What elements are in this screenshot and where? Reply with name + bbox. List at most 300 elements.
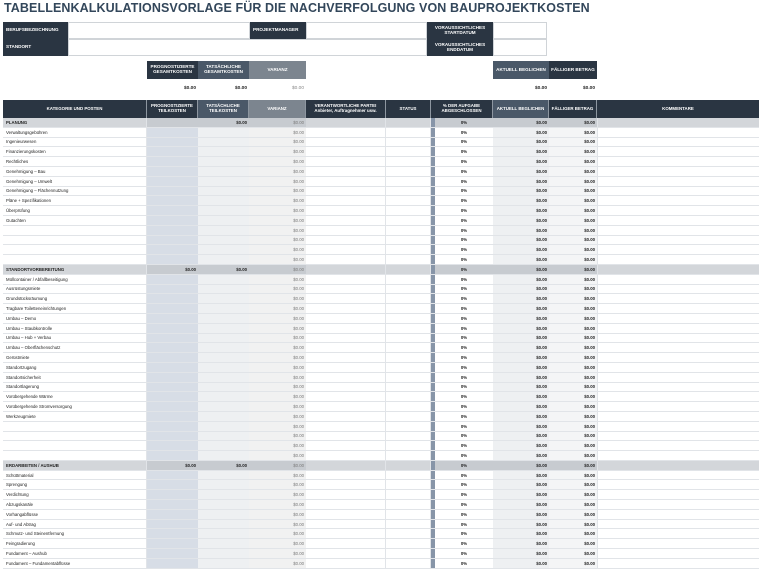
- row-responsible[interactable]: [306, 549, 386, 558]
- row-label[interactable]: ERDARBEITEN / AUSHUB: [3, 461, 147, 470]
- row-percent[interactable]: 0%: [460, 560, 468, 566]
- row-label[interactable]: Vorübergehende Stromversorgung: [3, 402, 147, 411]
- row-paid[interactable]: $0.00: [493, 138, 549, 147]
- row-label[interactable]: Genehmigung – Umwelt: [3, 177, 147, 186]
- row-forecast[interactable]: [147, 490, 198, 499]
- row-percent[interactable]: 0%: [460, 501, 468, 507]
- row-paid[interactable]: $0.00: [493, 559, 549, 568]
- row-responsible[interactable]: [306, 539, 386, 548]
- row-comment[interactable]: [597, 432, 759, 441]
- row-paid[interactable]: $0.00: [493, 177, 549, 186]
- row-percent[interactable]: 0%: [460, 492, 468, 498]
- row-comment[interactable]: [597, 559, 759, 568]
- row-percent[interactable]: 0%: [460, 433, 468, 439]
- row-paid[interactable]: $0.00: [493, 147, 549, 156]
- row-paid[interactable]: $0.00: [493, 275, 549, 284]
- row-comment[interactable]: [597, 167, 759, 176]
- row-comment[interactable]: [597, 275, 759, 284]
- row-paid[interactable]: $0.00: [493, 226, 549, 235]
- row-paid[interactable]: $0.00: [493, 529, 549, 538]
- row-status[interactable]: [386, 138, 431, 147]
- row-forecast[interactable]: [147, 441, 198, 450]
- row-label[interactable]: Verdichtung: [3, 490, 147, 499]
- row-label[interactable]: Tragbare Toiletteneinrichtungen: [3, 304, 147, 313]
- row-forecast[interactable]: [147, 324, 198, 333]
- row-status[interactable]: [386, 187, 431, 196]
- row-percent[interactable]: 0%: [460, 129, 468, 135]
- row-paid[interactable]: $0.00: [493, 167, 549, 176]
- row-paid[interactable]: $0.00: [493, 196, 549, 205]
- row-paid[interactable]: $0.00: [493, 118, 549, 127]
- row-percent[interactable]: 0%: [435, 265, 493, 274]
- row-paid[interactable]: $0.00: [493, 216, 549, 225]
- row-status[interactable]: [386, 559, 431, 568]
- row-actual[interactable]: [198, 363, 249, 372]
- row-responsible[interactable]: [306, 490, 386, 499]
- row-label[interactable]: Grundstücksräumung: [3, 294, 147, 303]
- row-percent[interactable]: 0%: [460, 188, 468, 194]
- row-actual[interactable]: [198, 529, 249, 538]
- row-label[interactable]: Umbau – Hub + Verbau: [3, 334, 147, 343]
- row-responsible[interactable]: [306, 373, 386, 382]
- row-comment[interactable]: [597, 510, 759, 519]
- row-responsible[interactable]: [306, 285, 386, 294]
- row-paid[interactable]: $0.00: [493, 128, 549, 137]
- row-label[interactable]: Auf- und Abtrag: [3, 520, 147, 529]
- row-actual[interactable]: [198, 196, 249, 205]
- row-status[interactable]: [386, 461, 431, 470]
- row-percent[interactable]: 0%: [460, 521, 468, 527]
- row-responsible[interactable]: [306, 304, 386, 313]
- row-forecast[interactable]: [147, 529, 198, 538]
- row-actual[interactable]: [198, 422, 249, 431]
- row-forecast[interactable]: [147, 510, 198, 519]
- row-responsible[interactable]: [306, 510, 386, 519]
- row-label[interactable]: [3, 432, 147, 441]
- row-actual[interactable]: [198, 304, 249, 313]
- row-status[interactable]: [386, 363, 431, 372]
- row-percent[interactable]: 0%: [460, 531, 468, 537]
- row-status[interactable]: [386, 343, 431, 352]
- row-forecast[interactable]: [147, 304, 198, 313]
- row-actual[interactable]: [198, 451, 249, 460]
- row-percent[interactable]: 0%: [460, 482, 468, 488]
- row-paid[interactable]: $0.00: [493, 510, 549, 519]
- row-forecast[interactable]: [147, 402, 198, 411]
- row-status[interactable]: [386, 216, 431, 225]
- row-status[interactable]: [386, 226, 431, 235]
- row-actual[interactable]: [198, 275, 249, 284]
- row-forecast[interactable]: [147, 559, 198, 568]
- row-status[interactable]: [386, 500, 431, 509]
- row-responsible[interactable]: [306, 343, 386, 352]
- row-percent[interactable]: 0%: [460, 443, 468, 449]
- row-forecast[interactable]: [147, 471, 198, 480]
- row-responsible[interactable]: [306, 441, 386, 450]
- row-status[interactable]: [386, 196, 431, 205]
- row-forecast[interactable]: [147, 138, 198, 147]
- row-actual[interactable]: [198, 167, 249, 176]
- row-status[interactable]: [386, 549, 431, 558]
- row-responsible[interactable]: [306, 412, 386, 421]
- row-forecast[interactable]: [147, 500, 198, 509]
- row-forecast[interactable]: [147, 236, 198, 245]
- row-paid[interactable]: $0.00: [493, 206, 549, 215]
- row-responsible[interactable]: [306, 255, 386, 264]
- row-comment[interactable]: [597, 157, 759, 166]
- row-status[interactable]: [386, 373, 431, 382]
- row-percent[interactable]: 0%: [460, 198, 468, 204]
- row-actual[interactable]: [198, 255, 249, 264]
- row-actual[interactable]: [198, 343, 249, 352]
- row-forecast[interactable]: [147, 226, 198, 235]
- row-paid[interactable]: $0.00: [493, 471, 549, 480]
- row-status[interactable]: [386, 294, 431, 303]
- row-forecast[interactable]: [147, 432, 198, 441]
- row-comment[interactable]: [597, 383, 759, 392]
- row-responsible[interactable]: [306, 118, 386, 127]
- row-actual[interactable]: [198, 539, 249, 548]
- row-paid[interactable]: $0.00: [493, 285, 549, 294]
- row-percent[interactable]: 0%: [435, 118, 493, 127]
- row-paid[interactable]: $0.00: [493, 383, 549, 392]
- row-label[interactable]: [3, 422, 147, 431]
- row-status[interactable]: [386, 206, 431, 215]
- row-paid[interactable]: $0.00: [493, 500, 549, 509]
- row-actual[interactable]: [198, 383, 249, 392]
- row-comment[interactable]: [597, 265, 759, 274]
- row-percent[interactable]: 0%: [460, 374, 468, 380]
- row-forecast[interactable]: [147, 206, 198, 215]
- row-label[interactable]: [3, 236, 147, 245]
- row-percent[interactable]: 0%: [460, 413, 468, 419]
- row-comment[interactable]: [597, 529, 759, 538]
- row-forecast[interactable]: [147, 196, 198, 205]
- row-actual[interactable]: $0.00: [198, 461, 249, 470]
- row-forecast[interactable]: [147, 294, 198, 303]
- row-label[interactable]: PLANUNG: [3, 118, 147, 127]
- start-date-field[interactable]: [493, 22, 547, 39]
- row-forecast[interactable]: [147, 334, 198, 343]
- row-actual[interactable]: [198, 412, 249, 421]
- row-responsible[interactable]: [306, 383, 386, 392]
- row-status[interactable]: [386, 236, 431, 245]
- row-comment[interactable]: [597, 255, 759, 264]
- row-percent[interactable]: 0%: [460, 276, 468, 282]
- row-comment[interactable]: [597, 451, 759, 460]
- row-status[interactable]: [386, 128, 431, 137]
- manager-field[interactable]: [306, 22, 427, 39]
- row-responsible[interactable]: [306, 314, 386, 323]
- row-label[interactable]: Finanzierungskosten: [3, 147, 147, 156]
- row-comment[interactable]: [597, 177, 759, 186]
- row-status[interactable]: [386, 529, 431, 538]
- row-responsible[interactable]: [306, 128, 386, 137]
- row-percent[interactable]: 0%: [460, 139, 468, 145]
- row-status[interactable]: [386, 324, 431, 333]
- row-forecast[interactable]: [147, 128, 198, 137]
- row-responsible[interactable]: [306, 196, 386, 205]
- row-status[interactable]: [386, 520, 431, 529]
- row-responsible[interactable]: [306, 265, 386, 274]
- row-actual[interactable]: [198, 324, 249, 333]
- row-label[interactable]: Vorhangabflüsse: [3, 510, 147, 519]
- row-actual[interactable]: [198, 157, 249, 166]
- row-actual[interactable]: [198, 236, 249, 245]
- row-actual[interactable]: [198, 559, 249, 568]
- row-status[interactable]: [386, 255, 431, 264]
- row-responsible[interactable]: [306, 206, 386, 215]
- row-forecast[interactable]: [147, 187, 198, 196]
- row-actual[interactable]: [198, 471, 249, 480]
- row-status[interactable]: [386, 118, 431, 127]
- row-actual[interactable]: [198, 500, 249, 509]
- row-comment[interactable]: [597, 353, 759, 362]
- row-responsible[interactable]: [306, 529, 386, 538]
- row-percent[interactable]: 0%: [460, 315, 468, 321]
- row-label[interactable]: Müllcontainer / Abfallbeseitigung: [3, 275, 147, 284]
- row-label[interactable]: STANDORTVORBEREITUNG: [3, 265, 147, 274]
- row-percent[interactable]: 0%: [460, 452, 468, 458]
- row-status[interactable]: [386, 490, 431, 499]
- row-label[interactable]: Umbau – Staubkontrolle: [3, 324, 147, 333]
- row-comment[interactable]: [597, 294, 759, 303]
- row-percent[interactable]: 0%: [460, 296, 468, 302]
- row-responsible[interactable]: [306, 157, 386, 166]
- row-actual[interactable]: [198, 138, 249, 147]
- row-percent[interactable]: 0%: [435, 461, 493, 470]
- row-paid[interactable]: $0.00: [493, 392, 549, 401]
- row-forecast[interactable]: [147, 314, 198, 323]
- row-label[interactable]: Fundament – Fundamentabflüsse: [3, 559, 147, 568]
- row-paid[interactable]: $0.00: [493, 461, 549, 470]
- row-percent[interactable]: 0%: [460, 159, 468, 165]
- row-label[interactable]: Vorübergehende Wärme: [3, 392, 147, 401]
- row-comment[interactable]: [597, 490, 759, 499]
- row-comment[interactable]: [597, 422, 759, 431]
- row-forecast[interactable]: [147, 157, 198, 166]
- row-label[interactable]: Ausrüstungsmiete: [3, 285, 147, 294]
- row-forecast[interactable]: [147, 549, 198, 558]
- row-responsible[interactable]: [306, 471, 386, 480]
- row-comment[interactable]: [597, 334, 759, 343]
- row-status[interactable]: [386, 245, 431, 254]
- row-status[interactable]: [386, 422, 431, 431]
- row-comment[interactable]: [597, 196, 759, 205]
- row-responsible[interactable]: [306, 363, 386, 372]
- row-forecast[interactable]: [147, 363, 198, 372]
- row-status[interactable]: [386, 265, 431, 274]
- row-label[interactable]: Standortlagerung: [3, 383, 147, 392]
- row-paid[interactable]: $0.00: [493, 480, 549, 489]
- row-forecast[interactable]: [147, 343, 198, 352]
- row-label[interactable]: Ingenieurwesen: [3, 138, 147, 147]
- row-forecast[interactable]: [147, 392, 198, 401]
- row-paid[interactable]: $0.00: [493, 236, 549, 245]
- end-date-field[interactable]: [493, 39, 547, 56]
- row-label[interactable]: [3, 441, 147, 450]
- row-status[interactable]: [386, 285, 431, 294]
- row-actual[interactable]: $0.00: [198, 118, 249, 127]
- row-paid[interactable]: $0.00: [493, 363, 549, 372]
- row-label[interactable]: Werkzeugmiete: [3, 412, 147, 421]
- row-label[interactable]: [3, 226, 147, 235]
- row-status[interactable]: [386, 334, 431, 343]
- row-percent[interactable]: 0%: [460, 217, 468, 223]
- row-actual[interactable]: [198, 285, 249, 294]
- row-responsible[interactable]: [306, 216, 386, 225]
- row-label[interactable]: [3, 255, 147, 264]
- row-percent[interactable]: 0%: [460, 178, 468, 184]
- row-paid[interactable]: $0.00: [493, 245, 549, 254]
- row-status[interactable]: [386, 441, 431, 450]
- row-percent[interactable]: 0%: [460, 257, 468, 263]
- row-percent[interactable]: 0%: [460, 364, 468, 370]
- row-status[interactable]: [386, 539, 431, 548]
- row-actual[interactable]: [198, 353, 249, 362]
- row-percent[interactable]: 0%: [460, 227, 468, 233]
- row-paid[interactable]: $0.00: [493, 549, 549, 558]
- row-responsible[interactable]: [306, 461, 386, 470]
- row-percent[interactable]: 0%: [460, 394, 468, 400]
- row-label[interactable]: Standortzugang: [3, 363, 147, 372]
- row-responsible[interactable]: [306, 245, 386, 254]
- row-forecast[interactable]: [147, 383, 198, 392]
- row-paid[interactable]: $0.00: [493, 539, 549, 548]
- row-forecast[interactable]: [147, 255, 198, 264]
- row-paid[interactable]: $0.00: [493, 157, 549, 166]
- row-actual[interactable]: [198, 510, 249, 519]
- row-forecast[interactable]: [147, 245, 198, 254]
- row-actual[interactable]: [198, 480, 249, 489]
- row-actual[interactable]: [198, 392, 249, 401]
- row-label[interactable]: Pläne + Spezifikationen: [3, 196, 147, 205]
- row-status[interactable]: [386, 383, 431, 392]
- row-comment[interactable]: [597, 480, 759, 489]
- row-status[interactable]: [386, 432, 431, 441]
- row-actual[interactable]: [198, 147, 249, 156]
- row-paid[interactable]: $0.00: [493, 343, 549, 352]
- row-status[interactable]: [386, 392, 431, 401]
- row-forecast[interactable]: [147, 216, 198, 225]
- row-percent[interactable]: 0%: [460, 149, 468, 155]
- row-actual[interactable]: [198, 432, 249, 441]
- row-status[interactable]: [386, 147, 431, 156]
- row-responsible[interactable]: [306, 520, 386, 529]
- row-responsible[interactable]: [306, 294, 386, 303]
- row-responsible[interactable]: [306, 147, 386, 156]
- row-percent[interactable]: 0%: [460, 423, 468, 429]
- row-actual[interactable]: [198, 441, 249, 450]
- row-paid[interactable]: $0.00: [493, 441, 549, 450]
- row-comment[interactable]: [597, 206, 759, 215]
- row-comment[interactable]: [597, 147, 759, 156]
- row-label[interactable]: Verwaltungsgebühren: [3, 128, 147, 137]
- row-comment[interactable]: [597, 500, 759, 509]
- row-label[interactable]: Umbau – Demo: [3, 314, 147, 323]
- row-label[interactable]: Standortsicherheit: [3, 373, 147, 382]
- row-actual[interactable]: [198, 294, 249, 303]
- row-actual[interactable]: [198, 216, 249, 225]
- row-responsible[interactable]: [306, 451, 386, 460]
- row-paid[interactable]: $0.00: [493, 187, 549, 196]
- row-label[interactable]: Fundament – Aushub: [3, 549, 147, 558]
- row-percent[interactable]: 0%: [460, 404, 468, 409]
- row-paid[interactable]: $0.00: [493, 353, 549, 362]
- row-comment[interactable]: [597, 343, 759, 352]
- row-comment[interactable]: [597, 412, 759, 421]
- row-forecast[interactable]: $0.00: [147, 461, 198, 470]
- row-label[interactable]: Überprüfung: [3, 206, 147, 215]
- row-responsible[interactable]: [306, 402, 386, 411]
- row-status[interactable]: [386, 167, 431, 176]
- row-paid[interactable]: $0.00: [493, 520, 549, 529]
- row-forecast[interactable]: [147, 167, 198, 176]
- row-comment[interactable]: [597, 285, 759, 294]
- row-status[interactable]: [386, 402, 431, 411]
- row-percent[interactable]: 0%: [460, 384, 468, 390]
- row-comment[interactable]: [597, 539, 759, 548]
- row-percent[interactable]: 0%: [460, 355, 468, 361]
- row-forecast[interactable]: [147, 147, 198, 156]
- row-responsible[interactable]: [306, 275, 386, 284]
- row-status[interactable]: [386, 480, 431, 489]
- row-actual[interactable]: [198, 402, 249, 411]
- row-paid[interactable]: $0.00: [493, 432, 549, 441]
- job-title-field[interactable]: [68, 22, 250, 39]
- row-percent[interactable]: 0%: [460, 325, 468, 331]
- row-actual[interactable]: [198, 490, 249, 499]
- row-label[interactable]: Abzugskanäle: [3, 500, 147, 509]
- row-comment[interactable]: [597, 471, 759, 480]
- row-comment[interactable]: [597, 520, 759, 529]
- row-forecast[interactable]: [147, 539, 198, 548]
- row-comment[interactable]: [597, 118, 759, 127]
- row-paid[interactable]: $0.00: [493, 373, 549, 382]
- row-paid[interactable]: $0.00: [493, 334, 549, 343]
- row-status[interactable]: [386, 353, 431, 362]
- row-responsible[interactable]: [306, 187, 386, 196]
- row-status[interactable]: [386, 451, 431, 460]
- row-status[interactable]: [386, 177, 431, 186]
- row-actual[interactable]: [198, 373, 249, 382]
- row-forecast[interactable]: [147, 451, 198, 460]
- row-responsible[interactable]: [306, 334, 386, 343]
- row-paid[interactable]: $0.00: [493, 314, 549, 323]
- row-percent[interactable]: 0%: [460, 286, 468, 292]
- row-paid[interactable]: $0.00: [493, 294, 549, 303]
- row-percent[interactable]: 0%: [460, 511, 468, 517]
- row-label[interactable]: Feingradierung: [3, 539, 147, 548]
- row-actual[interactable]: [198, 245, 249, 254]
- row-comment[interactable]: [597, 441, 759, 450]
- row-comment[interactable]: [597, 216, 759, 225]
- row-percent[interactable]: 0%: [460, 550, 468, 556]
- row-responsible[interactable]: [306, 236, 386, 245]
- row-percent[interactable]: 0%: [460, 472, 468, 478]
- row-status[interactable]: [386, 304, 431, 313]
- row-status[interactable]: [386, 275, 431, 284]
- row-paid[interactable]: $0.00: [493, 402, 549, 411]
- row-actual[interactable]: [198, 177, 249, 186]
- row-actual[interactable]: [198, 314, 249, 323]
- row-responsible[interactable]: [306, 392, 386, 401]
- row-percent[interactable]: 0%: [460, 168, 468, 174]
- row-percent[interactable]: 0%: [460, 306, 468, 312]
- row-paid[interactable]: $0.00: [493, 324, 549, 333]
- row-actual[interactable]: $0.00: [198, 265, 249, 274]
- row-comment[interactable]: [597, 304, 759, 313]
